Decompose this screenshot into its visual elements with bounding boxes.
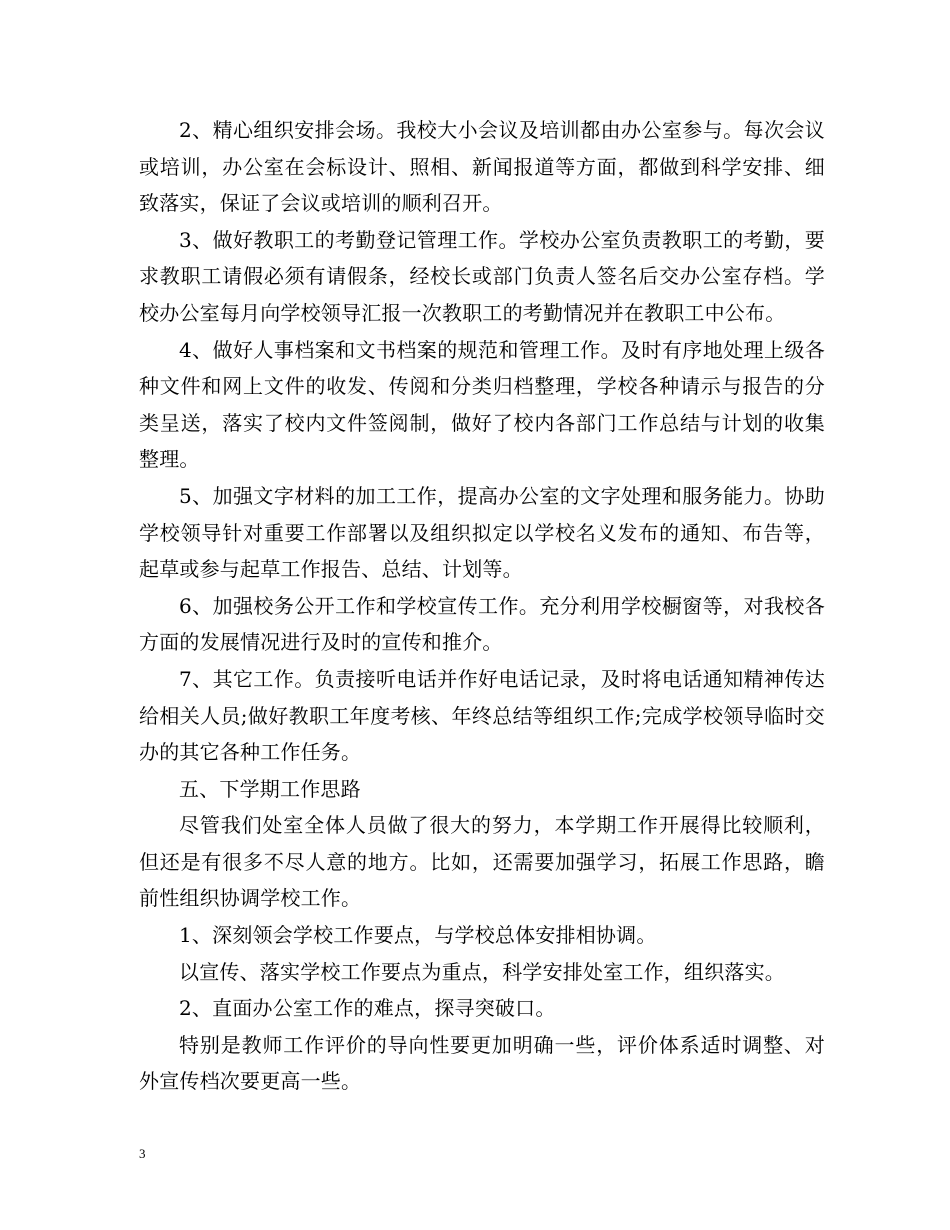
paragraph-item-7: 7、其它工作。负责接听电话并作好电话记录，及时将电话通知精神传达给相关人员;做好教职工年度考核、年终总结等组织工作;完成学校领导临时交办的其它各种工作任务。 (139, 666, 825, 765)
document-body (139, 112, 825, 1100)
paragraph-point-2: 2、直面办公室工作的难点，探寻突破口。 (179, 996, 556, 1021)
paragraph-item-2: 2、精心组织安排会场。我校大小会议及培训都由办公室参与。每次会议或培训，办公室在会标设计、照相、新闻报道等方面，都做到科学安排、细致落实，保证了会议或培训的顺利召开。 (139, 118, 825, 216)
section-heading: 五、下学期工作思路 (179, 776, 361, 801)
paragraph-point-1: 1、深刻领会学校工作要点，与学校总体安排相协调。 (179, 923, 657, 948)
paragraph-point-2-detail: 特别是教师工作评价的导向性要更加明确一些，评价体系适时调整、对外宣传档次要更高一些。 (139, 1032, 825, 1094)
paragraph-item-4: 4、做好人事档案和文书档案的规范和管理工作。及时有序地处理上级各种文件和网上文件的收发、传阅和分类归档整理，学校各种请示与报告的分类呈送，落实了校内文件签阅制，做好了校内各部门工作总结与计划的收集整理。 (139, 337, 825, 472)
paragraph-item-3: 3、做好教职工的考勤登记管理工作。学校办公室负责教职工的考勤，要求教职工请假必须有请假条，经校长或部门负责人签名后交办公室存档。学校办公室每月向学校领导汇报一次教职工的考勤情况并在教职工中公布。 (139, 227, 825, 325)
paragraph-item-5: 5、加强文字材料的加工工作，提高办公室的文字处理和服务能力。协助学校领导针对重要工作部署以及组织拟定以学校名义发布的通知、布告等，起草或参与起草工作报告、总结、计划等。 (139, 483, 825, 582)
paragraph-item-6: 6、加强校务公开工作和学校宣传工作。充分利用学校橱窗等，对我校各方面的发展情况进行及时的宣传和推介。 (139, 593, 825, 655)
page-number: 3 (139, 1146, 146, 1161)
paragraph-intro: 尽管我们处室全体人员做了很大的努力，本学期工作开展得比较顺利，但还是有很多不尽人意的地方。比如，还需要加强学习，拓展工作思路，瞻前性组织协调学校工作。 (139, 813, 825, 911)
paragraph-point-1-detail: 以宣传、落实学校工作要点为重点，科学安排处室工作，组织落实。 (179, 959, 785, 984)
